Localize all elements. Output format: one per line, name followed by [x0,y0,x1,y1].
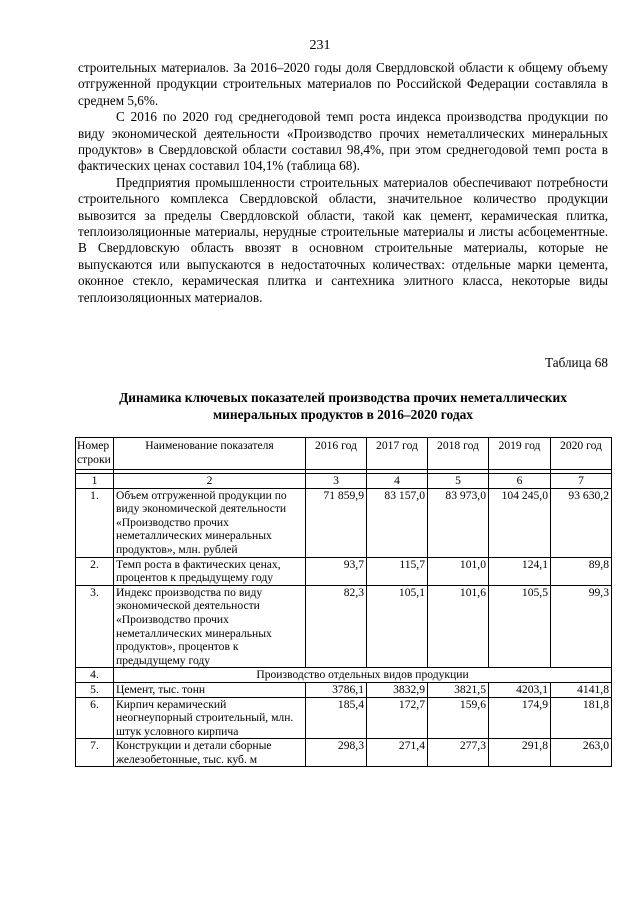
header-year-2019: 2019 год [489,438,551,470]
column-index: 3 [306,474,367,489]
cell-value: 3832,9 [367,682,428,697]
cell-value: 105,5 [489,585,551,668]
table-row [76,557,612,585]
cell-value: 115,7 [367,557,428,585]
table-title: Динамика ключевых показателей производства прочих неметаллических минеральных продуктов в 2016–2020 годах [119,390,567,422]
cell-value: 159,6 [428,697,489,739]
page-number: 231 [309,38,331,53]
row-indicator-name: Цемент, тыс. тонн [114,682,306,697]
cell-value: 101,0 [428,557,489,585]
cell-value: 185,4 [306,697,367,739]
cell-value: 271,4 [367,739,428,767]
header-indicator-name: Наименование показателя [114,438,306,470]
cell-value: 83 157,0 [367,488,428,557]
header-year-2017: 2017 год [367,438,428,470]
cell-value: 105,1 [367,585,428,668]
cell-value: 263,0 [551,739,612,767]
body-text [78,60,608,306]
cell-value: 99,3 [551,585,612,668]
cell-value: 93,7 [306,557,367,585]
table-row [76,697,612,739]
cell-value: 291,8 [489,739,551,767]
row-number: 5. [76,682,114,697]
row-indicator-name: Конструкции и детали сборные железобетонные, тыс. куб. м [114,739,306,767]
row-number: 2. [76,557,114,585]
column-index: 6 [489,474,551,489]
header-year-2016: 2016 год [306,438,367,470]
cell-value: 172,7 [367,697,428,739]
cell-value: 82,3 [306,585,367,668]
paragraph-3: Предприятия промышленности строительных материалов обеспечивают потребности строительного комплекса Свердловской области, значительное количество продукции вывозится за пределы Свердловской области, такой как цемент, керамическая плитка, теплоизоляционные материалы, нерудные строительные материалы и листы асбоцементные. В Свердловскую область ввозят в основном строительные материалы, которые не выпускаются или выпускаются в недостаточных количествах: отдельные марки цемента, оконное стекло, керамическая плитка и сантехника элитного класса, некоторые виды теплоизоляционных материалов. [78,174,608,305]
cell-value: 83 973,0 [428,488,489,557]
section-heading: Производство отдельных видов продукции [114,668,612,683]
cell-value: 124,1 [489,557,551,585]
paragraph-2: С 2016 по 2020 год среднегодовой темп роста индекса производства продукции по виду экономической деятельности «Производство прочих неметаллических минеральных продуктов» в Свердловской области составил 98,4%, при этом среднегодовой темп роста в фактических ценах составил 104,1% (таблица 68). [78,109,608,174]
row-indicator-name: Кирпич керамический неогнеупорный строительный, млн. штук условного кирпича [114,697,306,739]
column-index: 7 [551,474,612,489]
row-number: 6. [76,697,114,739]
table-header-row [76,438,612,470]
cell-value: 71 859,9 [306,488,367,557]
header-row-number-line1: Номер [77,439,110,452]
row-number: 7. [76,739,114,767]
row-number: 3. [76,585,114,668]
table-label: Таблица 68 [545,355,608,370]
cell-value: 3821,5 [428,682,489,697]
table-row [76,739,612,767]
header-year-2020: 2020 год [551,438,612,470]
column-index-row [76,474,612,489]
row-indicator-name: Индекс производства по виду экономической деятельности «Производство прочих неметаллических минеральных продуктов», процентов к предыдущему году [114,585,306,668]
cell-value: 89,8 [551,557,612,585]
column-index: 2 [114,474,306,489]
paragraph-1: строительных материалов. За 2016–2020 годы доля Свердловской области к общему объему отгруженной продукции строительных материалов по Российской Федерации составляла в среднем 5,6%. [78,60,608,108]
table-row [76,488,612,557]
cell-value: 93 630,2 [551,488,612,557]
column-index: 5 [428,474,489,489]
header-year-2018: 2018 год [428,438,489,470]
table-row [76,682,612,697]
table-section-row [76,668,612,683]
table-row [76,585,612,668]
cell-value: 4203,1 [489,682,551,697]
header-row-number-line2: строки [77,452,111,466]
row-indicator-name: Объем отгруженной продукции по виду экономической деятельности «Производство прочих неметаллических минеральных продуктов», млн. рублей [114,488,306,557]
cell-value: 174,9 [489,697,551,739]
row-number: 4. [76,668,114,683]
cell-value: 4141,8 [551,682,612,697]
row-number: 1. [76,488,114,557]
column-index: 1 [76,474,114,489]
header-row-number [76,438,114,470]
cell-value: 298,3 [306,739,367,767]
cell-value: 181,8 [551,697,612,739]
cell-value: 3786,1 [306,682,367,697]
cell-value: 101,6 [428,585,489,668]
cell-value: 104 245,0 [489,488,551,557]
cell-value: 277,3 [428,739,489,767]
column-index: 4 [367,474,428,489]
row-indicator-name: Темп роста в фактических ценах, процентов к предыдущему году [114,557,306,585]
data-table [75,437,612,767]
